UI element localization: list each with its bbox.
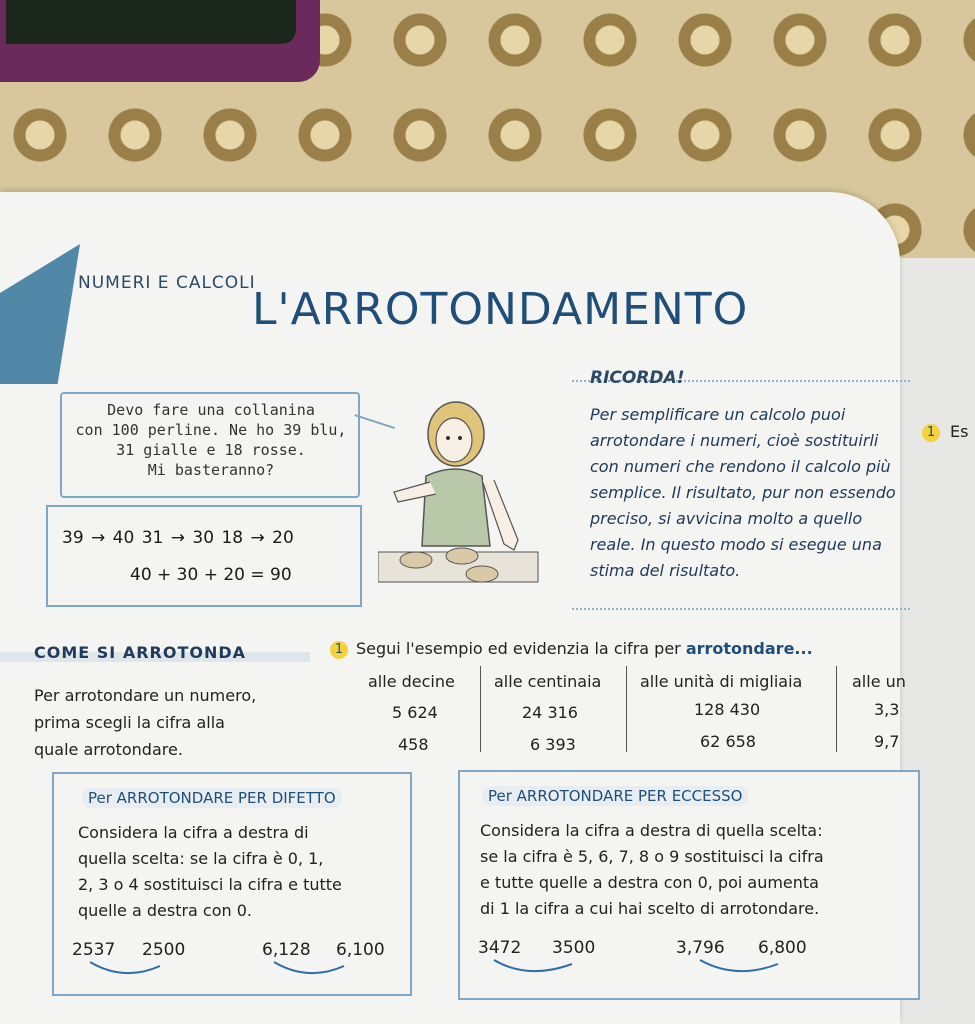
exercise-value: 128 430 <box>694 700 761 719</box>
eccesso-title: Per ARROTONDARE PER ECCESSO <box>482 786 748 806</box>
ricorda-line: arrotondare i numeri, cioè sostituirli <box>590 431 879 450</box>
column-divider <box>480 666 481 752</box>
bubble-line: Devo fare una collanina <box>107 401 315 419</box>
bubble-line: 31 gialle e 18 rosse. <box>116 441 306 459</box>
column-header: alle unità di migliaia <box>640 672 803 691</box>
exercise-number-badge: 1 <box>330 641 348 659</box>
ricorda-line: Per semplificare un calcolo puoi <box>590 405 846 424</box>
exercise-value: 458 <box>398 735 429 754</box>
eccesso-text <box>480 818 910 922</box>
section-label: NUMERI E CALCOLI <box>78 273 256 293</box>
exercise-value: 24 316 <box>522 703 578 722</box>
come-si-arrotonda-heading: COME SI ARROTONDA <box>34 643 247 662</box>
tablet-device <box>0 0 320 82</box>
difetto-text <box>78 820 408 924</box>
difetto-example: 2500 <box>142 940 186 960</box>
exercise-value: 6 393 <box>530 735 576 754</box>
difetto-example: 2537 <box>72 940 116 960</box>
eccesso-line: di 1 la cifra a cui hai scelto di arrotondare. <box>480 899 820 918</box>
intro-line: quale arrotondare. <box>34 740 183 759</box>
difetto-line: Considera la cifra a destra di <box>78 823 309 842</box>
column-header: alle decine <box>368 672 455 691</box>
rounding-sum-line: 40 + 30 + 20 = 90 <box>130 565 292 585</box>
rounding-example-line: 39 → 40 31 → 30 18 → 20 <box>62 528 294 548</box>
ricorda-line: stima del risultato. <box>590 561 741 580</box>
exercise-value: 62 658 <box>700 732 756 751</box>
difetto-title: Per ARROTONDARE PER DIFETTO <box>82 788 342 808</box>
intro-line: Per arrotondare un numero, <box>34 686 257 705</box>
ricorda-text <box>590 402 906 584</box>
difetto-example: 6,100 <box>336 940 385 960</box>
column-header: alle centinaia <box>494 672 602 691</box>
ricorda-label: RICORDA! <box>590 368 685 388</box>
exercise-value: 3,3 <box>874 700 900 719</box>
difetto-arrows <box>84 958 384 982</box>
bubble-line: Mi basteranno? <box>147 461 275 479</box>
difetto-line: quella scelta: se la cifra è 0, 1, <box>78 849 324 868</box>
instruction-keyword: arrotondare... <box>685 639 813 658</box>
eccesso-example: 3,796 <box>676 938 725 958</box>
exercise-instruction <box>356 639 813 658</box>
next-page-badge: 1 <box>922 424 940 442</box>
exercise-value: 5 624 <box>392 703 438 722</box>
instruction-text: Segui l'esempio ed evidenzia la cifra per <box>356 639 686 658</box>
eccesso-example: 3472 <box>478 938 522 958</box>
speech-bubble-text <box>66 400 356 480</box>
eccesso-arrows <box>488 956 818 980</box>
eccesso-line: e tutte quelle a destra con 0, poi aumenta <box>480 873 819 892</box>
eccesso-example: 6,800 <box>758 938 807 958</box>
ricorda-line: preciso, si avvicina molto a quello <box>590 509 863 528</box>
ricorda-line: con numeri che rendono il calcolo più <box>590 457 891 476</box>
exercise-value: 9,7 <box>874 732 900 751</box>
intro-line: prima scegli la cifra alla <box>34 713 225 732</box>
page-title: L'ARROTONDAMENTO <box>252 284 749 335</box>
bubble-line: con 100 perline. Ne ho 39 blu, <box>75 421 347 439</box>
column-divider <box>626 666 627 752</box>
intro-text <box>34 682 314 763</box>
girl-illustration <box>378 396 548 596</box>
rounding-example-box <box>46 505 362 607</box>
column-divider <box>836 666 837 752</box>
ricorda-line: semplice. Il risultato, pur non essendo <box>590 483 896 502</box>
eccesso-example: 3500 <box>552 938 596 958</box>
eccesso-line: Considera la cifra a destra di quella scelta: <box>480 821 823 840</box>
difetto-line: quelle a destra con 0. <box>78 901 253 920</box>
ricorda-line: reale. In questo modo si esegue una <box>590 535 882 554</box>
next-page-fragment: Es <box>950 422 969 441</box>
tablet-screen <box>6 0 296 44</box>
difetto-example: 6,128 <box>262 940 311 960</box>
column-header: alle un <box>852 672 906 691</box>
difetto-line: 2, 3 o 4 sostituisci la cifra e tutte <box>78 875 342 894</box>
eccesso-line: se la cifra è 5, 6, 7, 8 o 9 sostituisci la cifra <box>480 847 824 866</box>
